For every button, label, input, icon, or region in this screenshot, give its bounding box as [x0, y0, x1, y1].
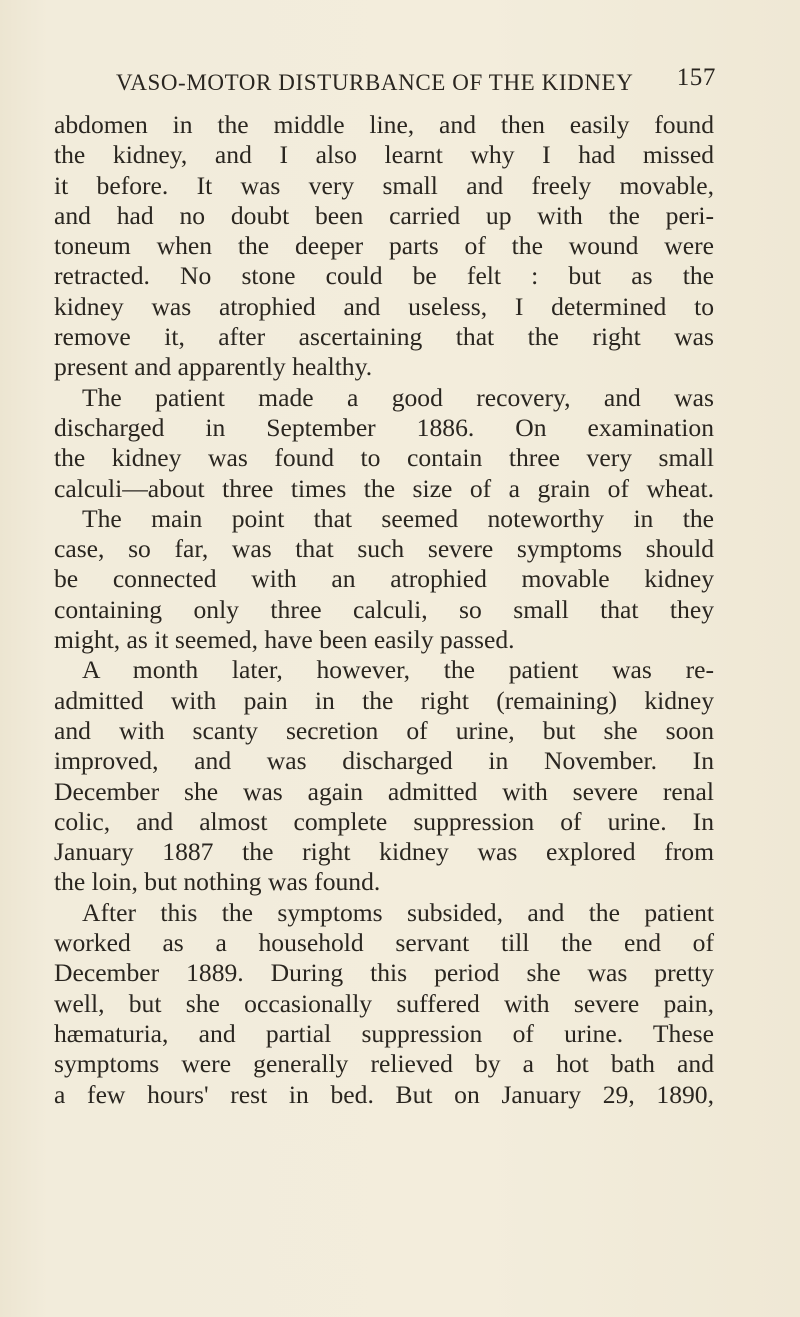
text-line: toneum when the deeper parts of the wound were: [54, 231, 714, 261]
text-line: symptoms were generally relieved by a hot bath and: [54, 1049, 714, 1079]
text-line: the kidney was found to contain three very small: [54, 443, 714, 473]
text-line: well, but she occasionally suffered with severe pain,: [54, 988, 714, 1018]
text-line: December 1889. During this period she was pretty: [54, 958, 714, 988]
paragraph-start-line: A month later, however, the patient was re-: [82, 655, 714, 685]
text-line: December she was again admitted with severe renal: [54, 776, 714, 806]
text-line: hæmaturia, and partial suppression of urine. These: [54, 1018, 714, 1048]
text-line: abdomen in the middle line, and then easily found: [54, 110, 714, 139]
text-line: remove it, after ascertaining that the right was: [54, 322, 714, 352]
text-line: case, so far, was that such severe symptoms should: [54, 534, 714, 564]
text-line: present and apparently healthy.: [54, 352, 373, 382]
text-line: admitted with pain in the right (remaining) kidney: [54, 685, 714, 715]
text-line: it before. It was very small and freely movable,: [54, 170, 714, 200]
text-line: worked as a household servant till the end of: [54, 928, 714, 958]
text-line: January 1887 the right kidney was explored from: [54, 837, 714, 867]
text-line: retracted. No stone could be felt : but as the: [54, 261, 714, 291]
text-line: discharged in September 1886. On examination: [54, 412, 714, 442]
text-line: the kidney, and I also learnt why I had missed: [54, 140, 714, 170]
text-line: and with scanty secretion of urine, but she soon: [54, 715, 714, 745]
page-number: 157: [676, 64, 716, 91]
text-line: and had no doubt been carried up with the peri-: [54, 200, 714, 230]
paragraph-start-line: The main point that seemed noteworthy in the: [82, 503, 714, 533]
text-line: the loin, but nothing was found.: [54, 867, 381, 897]
text-line: kidney was atrophied and useless, I determined to: [54, 291, 714, 321]
running-head: [116, 64, 716, 104]
text-line: be connected with an atrophied movable kidney: [54, 564, 714, 594]
paragraph-start-line: After this the symptoms subsided, and the patient: [82, 897, 714, 927]
text-line: calculi—about three times the size of a grain of wheat.: [54, 473, 714, 503]
text-line: a few hours' rest in bed. But on January 29, 1890,: [54, 1079, 714, 1109]
text-line: might, as it seemed, have been easily passed.: [54, 625, 515, 655]
text-line: improved, and was discharged in November. In: [54, 746, 714, 776]
running-head-title: VASO-MOTOR DISTURBANCE OF THE KIDNEY: [116, 70, 634, 95]
text-line: containing only three calculi, so small that they: [54, 594, 714, 624]
body-text: [54, 110, 714, 1110]
paragraph-start-line: The patient made a good recovery, and was: [82, 382, 714, 412]
text-line: colic, and almost complete suppression of urine. In: [54, 806, 714, 836]
